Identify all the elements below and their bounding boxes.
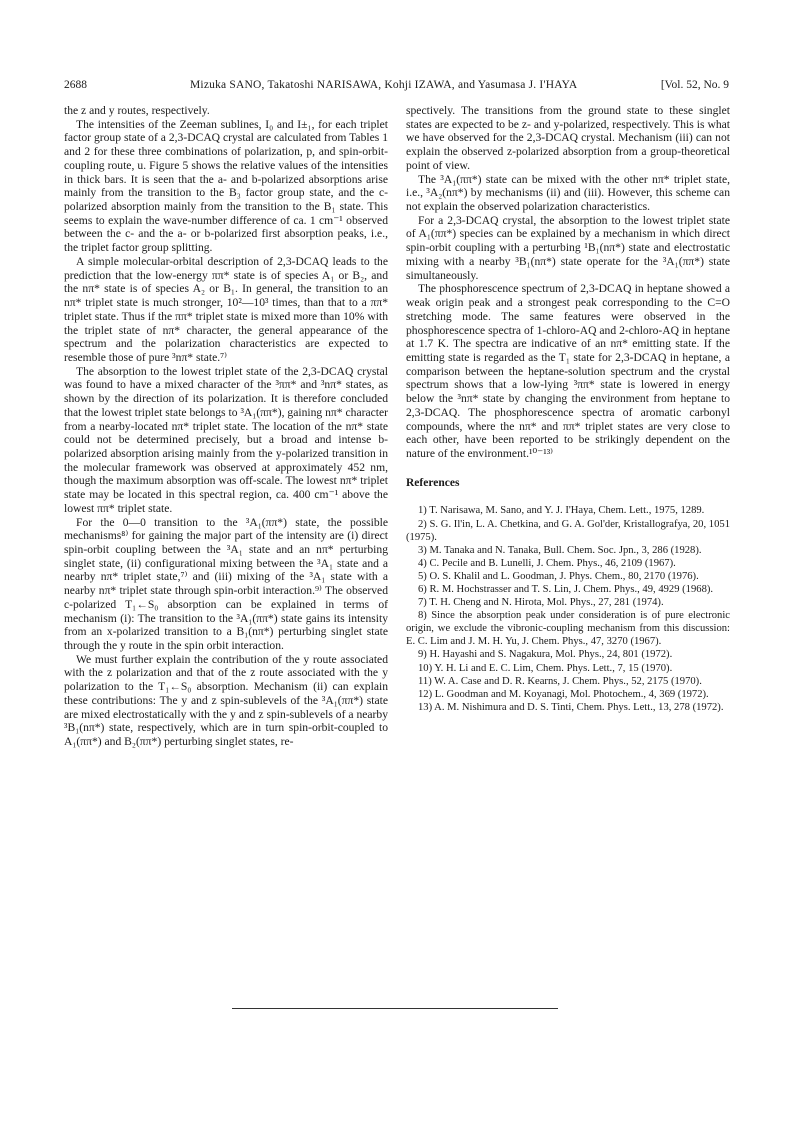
- reference-item: 1) T. Narisawa, M. Sano, and Y. J. I'Haya, Chem. Lett., 1975, 1289.: [418, 505, 705, 517]
- paragraph: The absorption to the lowest triplet state of the 2,3-DCAQ crystal was found to have a mixed character of the ³ππ* and ³nπ* states, as shown by the direction of its polarization. It is therefore concluded that the lowest triplet state belongs to ³A₁(ππ*), gaining nπ* character from a nearby-located nπ* triplet state. The location of the nπ* state could not be determined precisely, but a broad and intense b-polarized absorption arising mainly from the y-polarized transition in the molecular framework was observed at approximately 452 nm, though the maximum absorption was off-scale. The lowest nπ* triplet state may be located in this spectral region, ca. 400 cm⁻¹ above the lowest ππ* triplet state.: [64, 364, 388, 515]
- right-column: [406, 104, 730, 714]
- reference-item: 6) R. M. Hochstrasser and T. S. Lin, J. Chem. Phys., 49, 4929 (1968).: [418, 583, 714, 595]
- paragraph: A simple molecular-orbital description of 2,3-DCAQ leads to the prediction that the low-energy ππ* state is of species A₁ or B₂, and the nπ* state is of species A₂ or B₁. In general, the transition to an nπ* triplet state is much stronger, 10²—10³ times, than that to a ππ* triplet state. Thus if the ππ* triplet state is mixed more than 10% with the triplet state of nπ* character, the general appearance of the spectrum and the polarization characteristics are expected to resemble those of pure ³nπ* state.⁷⁾: [64, 254, 388, 364]
- reference-item: 5) O. S. Khalil and L. Goodman, J. Phys. Chem., 80, 2170 (1976).: [418, 570, 699, 582]
- left-column: [64, 104, 388, 749]
- header-volume: [Vol. 52, No. 9: [660, 79, 729, 91]
- reference-item: 7) T. H. Cheng and N. Hirota, Mol. Phys., 27, 281 (1974).: [418, 597, 664, 609]
- reference-list: [406, 504, 730, 714]
- reference-item: 3) M. Tanaka and N. Tanaka, Bull. Chem. Soc. Jpn., 3, 286 (1928).: [418, 544, 702, 556]
- paragraph: spectively. The transitions from the ground state to these singlet states are expected to be z- and y-polarized, respectively. This is what we have observed for the 2,3-DCAQ crystal. Mechanism (iii) can not explain the observed z-polarized absorption from a group-theoretical point of view.: [406, 104, 730, 172]
- reference-item: 13) A. M. Nishimura and D. S. Tinti, Chem. Phys. Lett., 13, 278 (1972).: [418, 701, 724, 713]
- reference-item: 4) C. Pecile and B. Lunelli, J. Chem. Phys., 46, 2109 (1967).: [418, 557, 676, 569]
- header-authors: Mizuka SANO, Takatoshi NARISAWA, Kohji IZAWA, and Yasumasa J. I'HAYA: [190, 79, 578, 91]
- paragraph: For a 2,3-DCAQ crystal, the absorption to the lowest triplet state of A₁(ππ*) species can be explained by a mechanism in which direct spin-orbit coupling with a perturbing ¹B₁(nπ*) state and electrostatic mixing with a nearby ³B₁(nπ*) state operate for the ³A₁(ππ*) state simultaneously.: [406, 213, 730, 282]
- paragraph: the z and y routes, respectively.: [64, 104, 210, 117]
- references-heading: References: [406, 476, 460, 489]
- paragraph: The ³A₁(ππ*) state can be mixed with the other nπ* triplet state, i.e., ³A₂(nπ*) by mechanisms (ii) and (iii). However, this scheme can not explain the observed polarization characteristics.: [406, 172, 730, 214]
- page-number: 2688: [64, 79, 87, 91]
- reference-item: 2) S. G. Il'in, L. A. Chetkina, and G. A. Gol'der, Kristallografya, 20, 1051 (1975).: [406, 518, 730, 543]
- end-rule: [232, 1008, 558, 1009]
- running-header: [64, 79, 729, 95]
- reference-item: 12) L. Goodman and M. Koyanagi, Mol. Photochem., 4, 369 (1972).: [418, 688, 709, 700]
- paragraph: We must further explain the contribution of the y route associated with the z polarization and that of the z route associated with the y polarization to the T₁←S₀ absorption. Mechanism (ii) can explain these contributions: The y and z spin-sublevels of the ³A₁(ππ*) state are mixed electrostatically with the y and z spin-sublevels of a nearby ³B₁(nπ*) state, respectively, which are in turn spin-orbit-coupled to A₁(ππ*) and B₂(ππ*) perturbing singlet states, re-: [64, 652, 388, 749]
- reference-item: 9) H. Hayashi and S. Nagakura, Mol. Phys., 24, 801 (1972).: [418, 649, 673, 661]
- paragraph: The phosphorescence spectrum of 2,3-DCAQ in heptane showed a weak origin peak and a strongest peak corresponding to the C=O stretching mode. The same features were observed in the phosphorescence spectra of 1-chloro-AQ and 2-chloro-AQ in heptane at 1.7 K. The spectra are indicative of an nπ* emitting state. If the emitting state is regarded as the T₁ state for 2,3-DCAQ in heptane, a comparison between the heptane-solution spectrum and the crystal spectrum shows that a low-lying ³ππ* state is lowered in energy below the ³nπ* state by changing the environment from heptane to 2,3-DCAQ. The phosphorescence spectra of aromatic carbonyl compounds, where the nπ* and ππ* triplet states are very close to each other, have been reported to be strikingly dependent on the nature of the environment.¹⁰⁻¹³⁾: [406, 282, 730, 460]
- paragraph: For the 0—0 transition to the ³A₁(ππ*) state, the possible mechanisms⁸⁾ for gaining the major part of the intensity are (i) direct spin-orbit coupling between the ³A₁ state and an nπ* perturbing singlet state, (ii) configurational mixing between the ³A₁ state and a nearby nπ* triplet state,⁷⁾ and (iii) mixing of the ³A₁ state with a nearby nπ* triplet state through spin-orbit interaction.⁹⁾ The observed c-polarized T₁←S₀ absorption can be explained in terms of mechanism (i): The transition to the ³A₁(ππ*) state gains its intensity from an x-polarized transition to a B₁(nπ*) perturbing singlet state through the y route in the spin orbit interaction.: [64, 515, 388, 653]
- reference-item: 10) Y. H. Li and E. C. Lim, Chem. Phys. Lett., 7, 15 (1970).: [418, 662, 673, 674]
- paragraph: The intensities of the Zeeman sublines, I₀ and I±₁, for each triplet factor group state of a 2,3-DCAQ crystal are calculated from Tables 1 and 2 for these three combinations of polarization, p, and spin-orbit-coupling route, u. Figure 5 shows the relative values of the intensities in thick bars. It is seen that the a- and b-polarized absorptions arise mainly from the transition to the B₃ factor group state, and the c-polarized absorption mainly from the transition to the B₁ state. This seems to explain the wave-number difference of ca. 1 cm⁻¹ observed between the c- and the a- or b-polarized first absorption peaks, i.e., the triplet factor group splitting.: [64, 117, 388, 255]
- reference-item: 8) Since the absorption peak under consideration is of pure electronic origin, we exclude the vibronic-coupling mechanism from this discussion: E. C. Lim and J. M. H. Yu, J. Chem. Phys., 47, 3270 (1967).: [406, 610, 730, 648]
- reference-item: 11) W. A. Case and D. R. Kearns, J. Chem. Phys., 52, 2175 (1970).: [418, 675, 702, 687]
